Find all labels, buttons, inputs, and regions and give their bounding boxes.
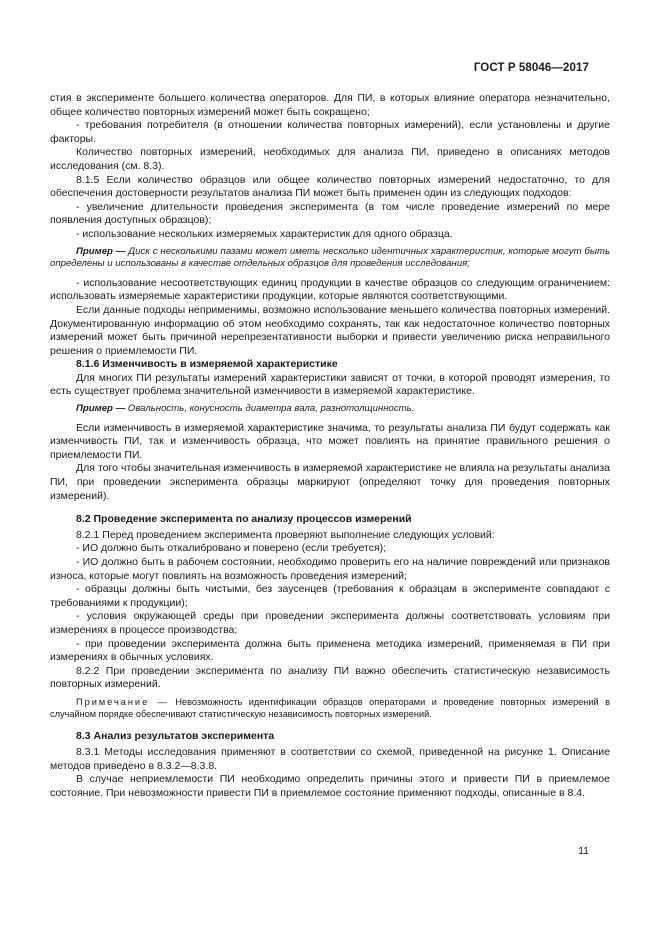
heading-8-3: 8.3 Анализ результатов эксперимента: [76, 730, 275, 743]
clause-8-3-1: 8.3.1 Методы исследования применяют в соответствии со схемой, приведенной на рисунке 1. Описание методов приведено в 8.3.2—8.3.8.: [50, 745, 610, 772]
note-text: Невозможность идентификации образцов операторами и проведение повторных измерений в случайном порядке обеспечивают статистическую независимость повторных измерений.: [50, 696, 610, 720]
clause-8-2-2: 8.2.2 При проведении эксперимента по анализу ПИ важно обеспечить статистическую независимость повторных измерений.: [50, 664, 610, 691]
example-label: Пример —: [76, 245, 126, 257]
heading-8-1-6: 8.1.6 Изменчивость в измеряемой характеристике: [76, 358, 338, 371]
list-item: - использование нескольких измеряемых характеристик для одного образца.: [76, 227, 453, 240]
paragraph: Количество повторных измерений, необходимых для анализа ПИ, приведено в описаниях методов исследования (см. 8.3).: [50, 146, 610, 172]
document-id-header: ГОСТ Р 58046—2017: [473, 62, 589, 74]
heading-8-2: 8.2 Проведение эксперимента по анализу процессов измерений: [76, 513, 412, 526]
list-item: - ИО должно быть откалибровано и поверено (если требуется);: [76, 542, 387, 555]
list-item: - условия окружающей среды при проведении эксперимента должны соответствовать условиям при измерениях в процессе производства;: [50, 610, 610, 636]
list-item: - увеличение длительности проведения эксперимента (в том числе проведение измерений по мере появления доступных образцов);: [50, 200, 610, 227]
note-label: Примечание —: [76, 696, 169, 707]
list-item: - ИО должно быть в рабочем состоянии, необходимо проверить его на наличие повреждений или признаков износа, которые могут повлиять на возможность проведения измерений;: [50, 556, 610, 582]
page-number: 11: [578, 845, 589, 857]
paragraph: стия в эксперименте большего количества операторов. Для ПИ, в которых влияние оператора незначительно, общее количество повторных измерений может быть сокращено;: [50, 92, 610, 118]
example-text: Диск с несколькими пазами может иметь несколько идентичных характеристик, которые могут быть определены и использованы в качестве отдельных образцов для проведения исследования;: [50, 245, 610, 270]
list-item: - использование несоответствующих единиц продукции в качестве образцов со следующим ограничением: использовать измеряемые характеристики продукции, которые являются соответствующими.: [50, 276, 610, 303]
example-1: [50, 246, 610, 271]
document-body: [50, 92, 610, 800]
paragraph: Если данные подходы неприменимы, возможно использование меньшего количества повторных измерений. Документированную информацию об этом необходимо сохранять, так как недостаточное количество повторных измерений может быть причиной нерепрезентативности выборки и привести увеличению риска неправильного решения о приемлемости ПИ.: [50, 303, 610, 357]
paragraph: В случае неприемлемости ПИ необходимо определить причины этого и привести ПИ в приемлемое состояние. При невозможности привести ПИ в приемлемое состояние применяют подходы, описанные в 8.4.: [50, 773, 610, 799]
example-2: [50, 403, 610, 416]
paragraph: Для многих ПИ результаты измерений характеристики зависят от точки, в которой проводят измерения, то есть существует проблема значительной изменчивости в измеряемой характеристике.: [50, 371, 610, 398]
example-text: Овальность, конусность диаметра вала, разнотолщинность.: [127, 403, 415, 415]
paragraph: Для того чтобы значительная изменчивость в измеряемой характеристике не влияла на результаты анализа ПИ, при проведении эксперимента образцы маркируют (определяют точку для проведения повторных измерений).: [50, 462, 610, 502]
list-item: - при проведении эксперимента должна быть применена методика измерений, применяемая в ПИ при измерениях в обычных условиях.: [50, 637, 610, 664]
paragraph: Если изменчивость в измеряемой характеристике значима, то результаты анализа ПИ будут содержать как изменчивость ПИ, так и изменчивость образца, что может повлиять на принятие правильного решения о приемлемости ПИ.: [50, 421, 610, 461]
list-item: - образцы должны быть чистыми, без заусенцев (требования к образцам в эксперименте совпадают с требованиями к продукции);: [50, 583, 610, 609]
clause-8-1-5: 8.1.5 Если количество образцов или общее количество повторных измерений недостаточно, то для обеспечения достоверности результатов анализа ПИ может быть применен один из следующих подходов:: [50, 173, 610, 200]
list-item: - требования потребителя (в отношении количества повторных измерений), если установлены и другие факторы.: [50, 119, 610, 145]
note: [50, 696, 610, 720]
example-label: Пример —: [76, 403, 126, 415]
clause-8-2-1: 8.2.1 Перед проведением эксперимента проверяют выполнение следующих условий:: [76, 528, 495, 541]
